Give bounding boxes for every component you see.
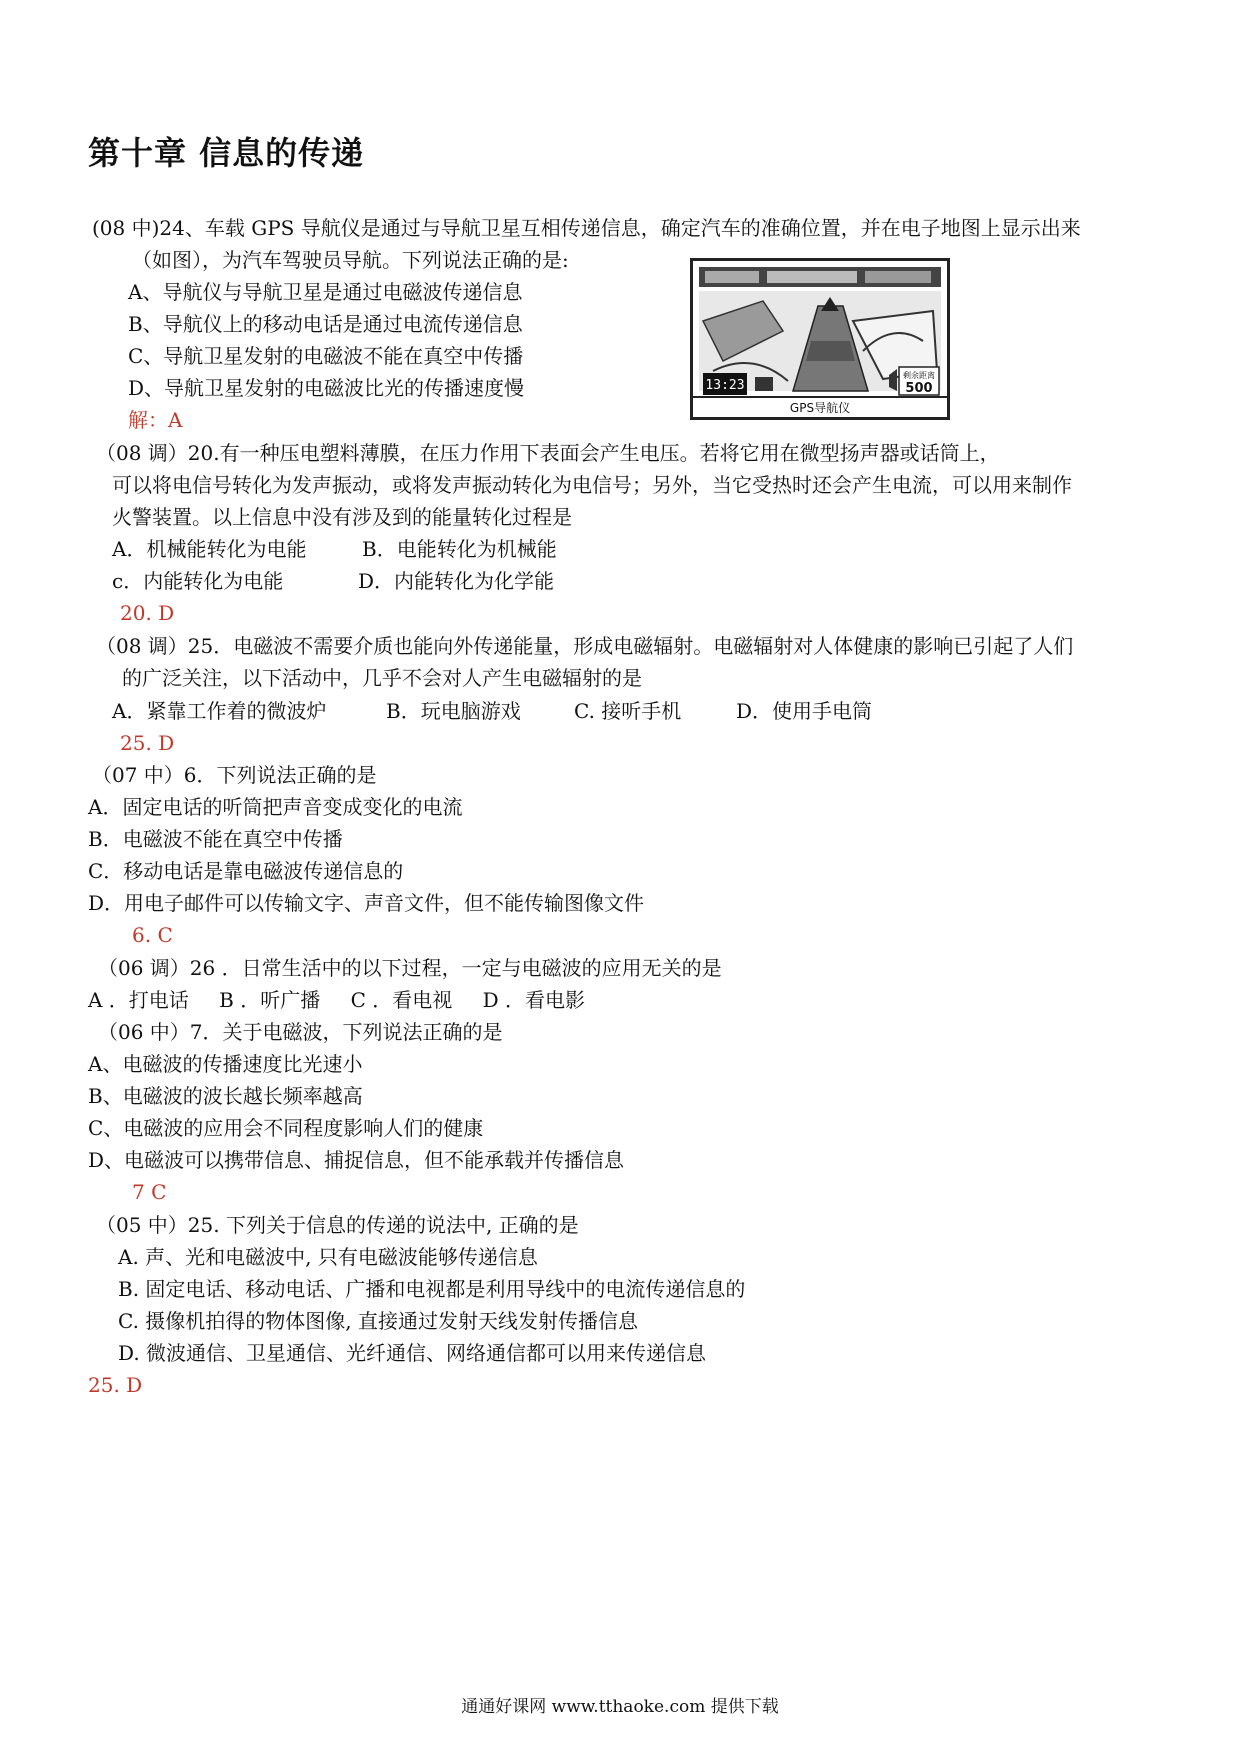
question-5-stem: （06 调）26 ．日常生活中的以下过程，一定与电磁波的应用无关的是 (98, 956, 722, 980)
question-5-options (88, 986, 585, 1014)
question-1-option-a: A、导航仪与导航卫星是通过电磁波传递信息 (128, 280, 523, 304)
question-3-stem-line-2: 的广泛关注，以下活动中，几乎不会对人产生电磁辐射的是 (122, 666, 642, 690)
question-5-option-b: B ．听广播 (219, 988, 321, 1012)
question-1-option-c: C、导航卫星发射的电磁波不能在真空中传播 (128, 344, 524, 368)
question-7-option-d: D. 微波通信、卫星通信、光纤通信、网络通信都可以用来传递信息 (118, 1341, 707, 1365)
question-4-option-c: C．移动电话是靠电磁波传递信息的 (88, 859, 404, 883)
gps-map-illustration (693, 261, 947, 417)
question-6-stem: （06 中）7．关于电磁波，下列说法正确的是 (98, 1020, 503, 1044)
question-4-option-b: B．电磁波不能在真空中传播 (88, 827, 343, 851)
question-2-stem-line-1: （08 调）20.有一种压电塑料薄膜，在压力作用下表面会产生电压。若将它用在微型扬声器或话筒上， (96, 441, 1000, 465)
figure-caption: GPS导航仪 (789, 401, 851, 415)
question-3-option-b: B．玩电脑游戏 (386, 699, 521, 723)
question-3-option-d: D．使用手电筒 (736, 699, 873, 723)
clock-text: 13:23 (705, 378, 745, 393)
question-6-option-b: B、电磁波的波长越长频率越高 (88, 1084, 363, 1108)
question-5-option-a: A ．打电话 (88, 988, 189, 1012)
question-7-option-a: A. 声、光和电磁波中, 只有电磁波能够传递信息 (118, 1245, 538, 1269)
distance-label: 剩余距离 (903, 371, 935, 380)
question-6-option-c: C、电磁波的应用会不同程度影响人们的健康 (88, 1116, 484, 1140)
question-3-option-c: C. 接听手机 (574, 699, 682, 723)
question-4-answer: 6. C (132, 923, 173, 947)
question-6-option-d: D、电磁波可以携带信息、捕捉信息，但不能承载并传播信息 (88, 1148, 625, 1172)
question-1-stem-line-2: （如图），为汽车驾驶员导航。下列说法正确的是: (132, 248, 569, 272)
gps-navigator-figure (690, 258, 950, 420)
question-2-option-b: B．电能转化为机械能 (362, 537, 557, 561)
question-2-option-c: c．内能转化为电能 (112, 569, 284, 593)
question-3-answer: 25. D (120, 731, 175, 755)
question-5-option-c: C ．看电视 (350, 988, 453, 1012)
question-7-option-c: C. 摄像机拍得的物体图像, 直接通过发射天线发射传播信息 (118, 1309, 639, 1333)
question-2-option-d: D．内能转化为化学能 (358, 569, 555, 593)
page-footer: 通通好课网 www.tthaoke.com 提供下载 (461, 1697, 779, 1717)
question-2-option-a: A．机械能转化为电能 (112, 537, 307, 561)
question-7-answer: 25. D (88, 1373, 143, 1397)
question-1-option-d: D、导航卫星发射的电磁波比光的传播速度慢 (128, 376, 525, 400)
question-6-option-a: A、电磁波的传播速度比光速小 (88, 1052, 363, 1076)
question-2-answer: 20. D (120, 601, 175, 625)
question-2-stem-line-2: 可以将电信号转化为发声振动，或将发声振动转化为电信号；另外，当它受热时还会产生电流，可以用来制作 (112, 473, 1072, 497)
question-4-option-a: A．固定电话的听筒把声音变成变化的电流 (88, 795, 463, 819)
question-1-option-b: B、导航仪上的移动电话是通过电流传递信息 (128, 312, 523, 336)
question-1-answer: 解：A (128, 408, 183, 432)
question-2-stem-line-3: 火警装置。以上信息中没有涉及到的能量转化过程是 (112, 505, 572, 529)
question-7-option-b: B. 固定电话、移动电话、广播和电视都是利用导线中的电流传递信息的 (118, 1277, 746, 1301)
question-1-stem-line-1: (08 中)24、车载 GPS 导航仪是通过与导航卫星互相传递信息，确定汽车的准确位置，并在电子地图上显示出来 (92, 216, 1081, 240)
page-title: 第十章 信息的传递 (88, 134, 365, 172)
question-3-stem-line-1: （08 调）25．电磁波不需要介质也能向外传递能量，形成电磁辐射。电磁辐射对人体健康的影响已引起了人们 (96, 634, 1074, 658)
question-6-answer: 7 C (132, 1180, 167, 1204)
question-4-stem: （07 中）6．下列说法正确的是 (92, 763, 377, 787)
distance-value: 500 (905, 381, 933, 396)
question-3-option-a: A．紧靠工作着的微波炉 (112, 699, 327, 723)
question-5-option-d: D ．看电影 (482, 988, 586, 1012)
question-4-option-d: D．用电子邮件可以传输文字、声音文件，但不能传输图像文件 (88, 891, 645, 915)
question-7-stem: （05 中）25. 下列关于信息的传递的说法中, 正确的是 (96, 1213, 579, 1237)
